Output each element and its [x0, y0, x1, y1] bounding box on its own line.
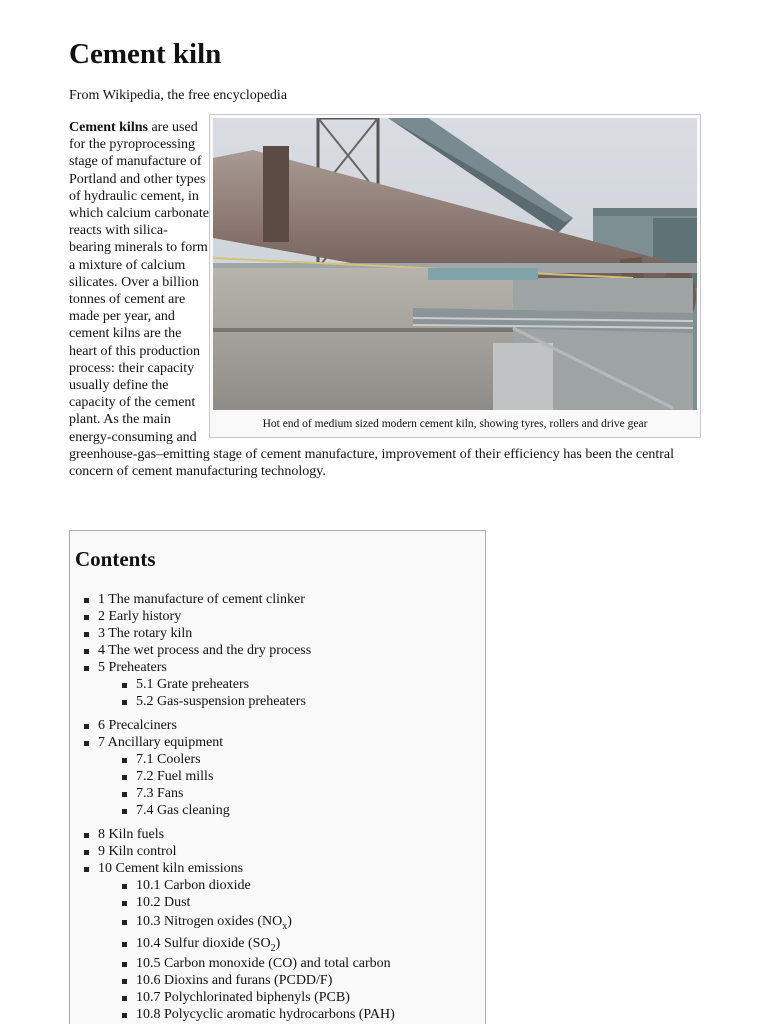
- toc-subitem[interactable]: [136, 751, 478, 768]
- toc-subitem[interactable]: [136, 933, 478, 955]
- toc-item[interactable]: [98, 843, 478, 860]
- toc-subitem[interactable]: [136, 955, 478, 972]
- toc-subitem-label[interactable]: 10.6 Dioxins and furans (PCDD/F): [136, 973, 333, 988]
- toc-subitem[interactable]: [136, 877, 478, 894]
- toc-subitem[interactable]: [136, 911, 478, 933]
- toc-subitem-label[interactable]: 5.1 Grate preheaters: [136, 677, 250, 692]
- toc-item-label[interactable]: 3 The rotary kiln: [98, 626, 193, 641]
- toc-subitem[interactable]: [136, 894, 478, 911]
- toc-item-label[interactable]: 9 Kiln control: [98, 844, 177, 859]
- page-title: Cement kiln: [69, 38, 222, 70]
- toc-suffix: ): [275, 936, 281, 951]
- figure-thumbnail[interactable]: [209, 114, 701, 438]
- table-of-contents: [69, 530, 486, 1024]
- toc-list: [98, 591, 478, 1024]
- cement-kiln-photo[interactable]: [213, 118, 697, 410]
- toc-sublist: [136, 676, 478, 710]
- intro-section: [69, 119, 701, 480]
- toc-item-label[interactable]: 6 Precalciners: [98, 718, 177, 733]
- site-tagline: From Wikipedia, the free encyclopedia: [69, 88, 288, 103]
- toc-item-label[interactable]: 1 The manufacture of cement clinker: [98, 592, 305, 607]
- toc-item[interactable]: [98, 717, 478, 734]
- toc-sublist: [136, 877, 478, 1023]
- figure-caption: Hot end of medium sized modern cement kiln, showing tyres, rollers and drive gear: [262, 418, 648, 430]
- toc-item[interactable]: [98, 734, 478, 819]
- toc-sublist: [136, 751, 478, 819]
- toc-subitem[interactable]: [136, 768, 478, 785]
- toc-subitem[interactable]: [136, 802, 478, 819]
- toc-item-label[interactable]: 5 Preheaters: [98, 660, 167, 675]
- toc-item[interactable]: [98, 642, 478, 659]
- toc-subitem-label[interactable]: 10.5 Carbon monoxide (CO) and total carbon: [136, 956, 391, 971]
- toc-subitem[interactable]: [136, 676, 478, 693]
- toc-item[interactable]: [98, 860, 478, 1023]
- toc-subitem[interactable]: [136, 693, 478, 710]
- toc-item-label[interactable]: 4 The wet process and the dry process: [98, 643, 312, 658]
- toc-item[interactable]: [98, 591, 478, 608]
- intro-term: Cement kilns: [69, 120, 148, 135]
- toc-item-label[interactable]: 8 Kiln fuels: [98, 827, 165, 842]
- intro-body: are used for the pyroprocessing stage of manufacture of Portland and other types of hydraulic cement, in which calcium carbonate reacts with silica-bearing minerals to form a mixture of calcium silicates. Over a billion tonnes of cement are made per year, and cement kilns are the heart of this production process: their capacity usually define the capacity of the cement plant. As the main energy-consuming and greenhouse-gas–emitting stage of cement manufacture, improvement of their efficiency has been the central concern of cement manufacturing technology.: [69, 120, 674, 480]
- toc-item-label[interactable]: 7 Ancillary equipment: [98, 735, 224, 750]
- toc-item[interactable]: [98, 659, 478, 710]
- toc-subitem-label[interactable]: 10.2 Dust: [136, 895, 191, 910]
- toc-subitem-label[interactable]: 10.1 Carbon dioxide: [136, 878, 251, 893]
- toc-subitem-label[interactable]: 7.2 Fuel mills: [136, 769, 214, 784]
- toc-heading: Contents: [75, 547, 156, 571]
- toc-item[interactable]: [98, 625, 478, 642]
- toc-subitem-label[interactable]: 10.7 Polychlorinated biphenyls (PCB): [136, 990, 350, 1005]
- toc-item-label[interactable]: 10 Cement kiln emissions: [98, 861, 244, 876]
- toc-subitem-label[interactable]: 7.1 Coolers: [136, 752, 201, 767]
- toc-suffix: ): [287, 914, 292, 929]
- toc-item[interactable]: [98, 826, 478, 843]
- toc-subitem[interactable]: [136, 972, 478, 989]
- toc-subitem-label[interactable]: 10.3 Nitrogen oxides (NO: [136, 914, 283, 929]
- toc-subitem-label[interactable]: 7.4 Gas cleaning: [136, 803, 230, 818]
- toc-subitem[interactable]: [136, 989, 478, 1006]
- toc-item-label[interactable]: 2 Early history: [98, 609, 182, 624]
- toc-subitem-label[interactable]: 7.3 Fans: [136, 786, 184, 801]
- toc-subscript: x: [282, 921, 288, 932]
- toc-subitem[interactable]: [136, 785, 478, 802]
- toc-item[interactable]: [98, 608, 478, 625]
- toc-subitem-label[interactable]: 10.8 Polycyclic aromatic hydrocarbons (PAH): [136, 1007, 395, 1022]
- toc-subscript: 2: [270, 943, 276, 954]
- toc-subitem[interactable]: [136, 1006, 478, 1023]
- toc-subitem-label[interactable]: 5.2 Gas-suspension preheaters: [136, 694, 306, 709]
- toc-subitem-label[interactable]: 10.4 Sulfur dioxide (SO: [136, 936, 271, 951]
